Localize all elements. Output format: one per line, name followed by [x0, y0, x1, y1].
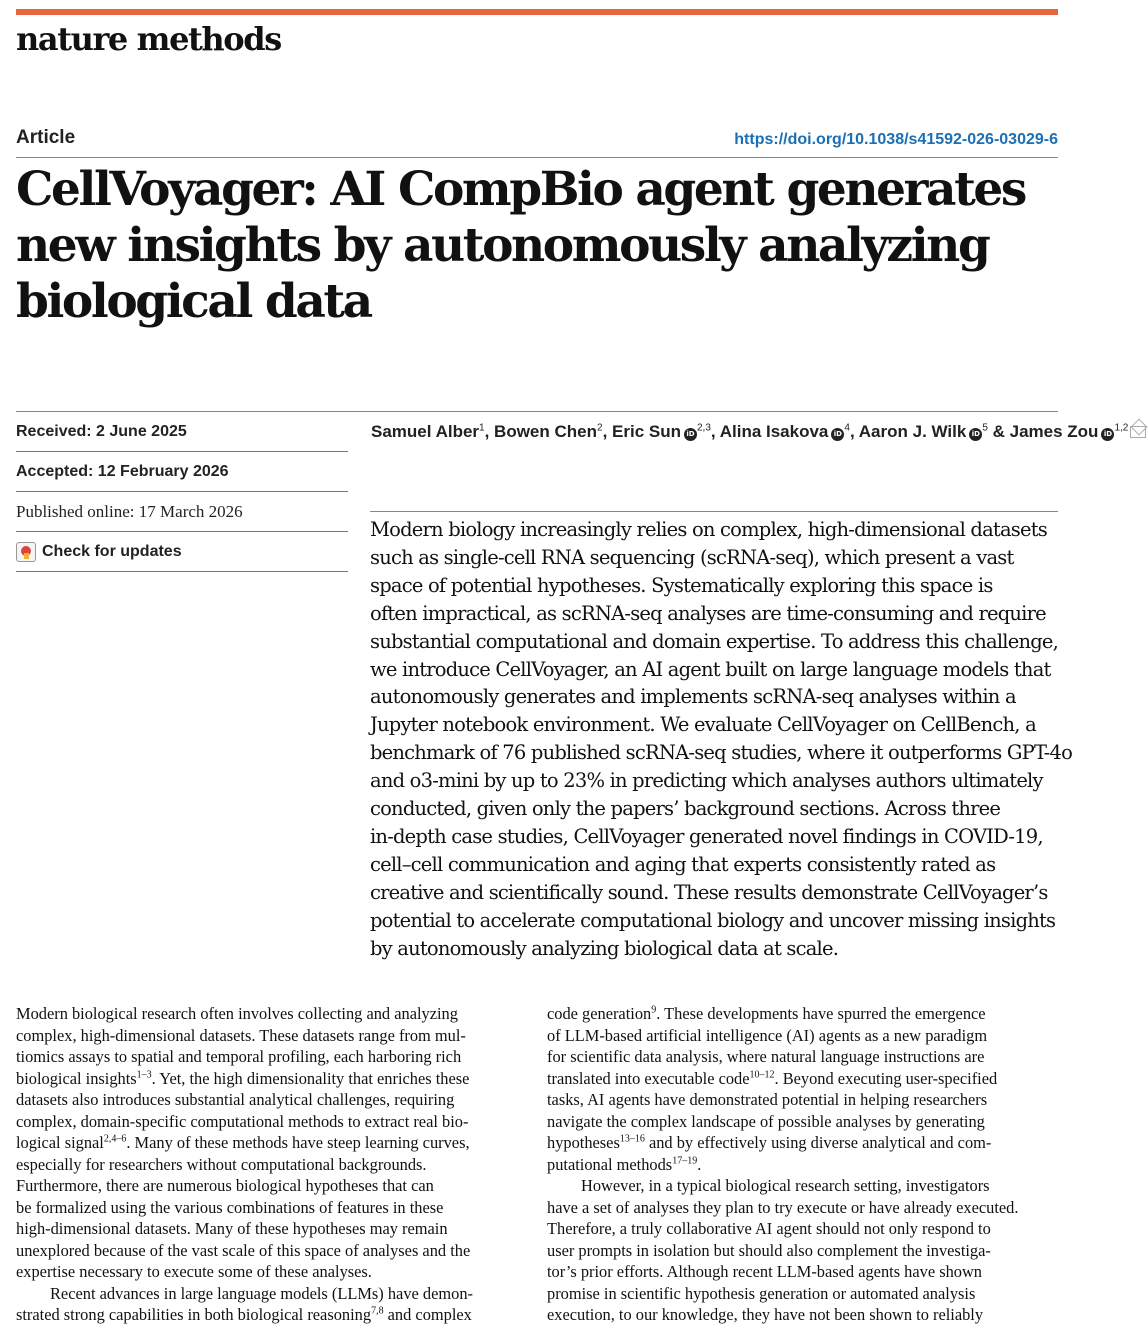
body-line: [16, 1283, 528, 1305]
body-text: putational methods: [547, 1154, 673, 1174]
body-text: navigate the complex landscape of possible analyses by generating: [547, 1111, 985, 1131]
title-line: CellVoyager: AI CompBio agent generates: [16, 162, 1025, 217]
abstract-line: substantial computational and domain expertise. To address this challenge,: [370, 629, 1059, 653]
author: [494, 422, 603, 441]
author-separator: ,: [602, 422, 613, 441]
abstract-line: Modern biology increasingly relies on complex, high-dimensional datasets: [370, 518, 1047, 541]
author: [1010, 422, 1147, 441]
body-line: [16, 1003, 528, 1025]
abstract-line: potential to accelerate computational biology and uncover missing insights: [370, 908, 1056, 932]
check-for-updates-icon: [16, 542, 36, 562]
author-name[interactable]: Bowen Chen: [494, 422, 597, 441]
citation-ref[interactable]: 9: [651, 1004, 657, 1016]
orcid-icon[interactable]: iD: [684, 428, 697, 441]
article-type-label: Article: [16, 127, 76, 148]
author: [371, 422, 485, 441]
abstract-line: benchmark of 76 published scRNA-seq studies, where it outperforms GPT-4o: [370, 741, 1073, 765]
author-name[interactable]: Aaron J. Wilk: [858, 422, 967, 441]
body-line: [547, 1046, 1059, 1068]
body-text: However, in a typical biological research setting, investigators: [581, 1176, 990, 1195]
body-text: Recent advances in large language models (LLMs) have demon-: [50, 1283, 473, 1303]
body-text: Furthermore, there are numerous biological hypotheses that can: [16, 1176, 434, 1195]
abstract-line: often impractical, as scRNA-seq analyses are time-consuming and require: [370, 601, 1046, 625]
body-line: [16, 1068, 528, 1090]
abstract-line: we introduce CellVoyager, an AI agent built on large language models that: [370, 657, 1051, 681]
body-text: logical signal: [16, 1133, 104, 1152]
body-text: hypotheses: [547, 1133, 620, 1152]
author-name[interactable]: Samuel Alber: [371, 422, 480, 441]
author-list: [371, 418, 1129, 445]
body-text: . These developments have spurred the emergence: [656, 1004, 986, 1023]
orcid-icon[interactable]: iD: [831, 428, 844, 441]
abstract-line: creative and scientifically sound. These results demonstrate CellVoyager’s: [370, 880, 1048, 904]
author-separator: &: [987, 422, 1010, 441]
body-text: tiomics assays to spatial and temporal profiling, each harboring rich: [16, 1047, 462, 1066]
affiliation-number: 1,2: [1114, 422, 1129, 434]
body-line: [16, 1089, 528, 1111]
body-text: tasks, AI agents have demonstrated potential in helping researchers: [547, 1090, 988, 1109]
author-name[interactable]: Eric Sun: [612, 422, 681, 441]
body-line: [547, 1218, 1059, 1240]
abstract-line: such as single-cell RNA sequencing (scRNA-seq), which present a vast: [370, 545, 1014, 569]
body-line: [547, 1175, 1059, 1197]
abstract-line: Jupyter notebook environment. We evaluate CellVoyager on CellBench, a: [370, 713, 1036, 737]
body-text: . Beyond executing user-specified: [774, 1068, 998, 1088]
body-line: [547, 1154, 1059, 1176]
body-line: [16, 1154, 528, 1176]
body-line: [547, 1003, 1059, 1025]
body-text: translated into executable code: [547, 1068, 750, 1088]
abstract: [370, 516, 1073, 963]
body-line: [547, 1304, 1059, 1326]
body-line: [547, 1283, 1059, 1305]
authors-divider: [370, 511, 1058, 512]
header-divider: [16, 157, 1058, 158]
body-column-left: [16, 1003, 528, 1326]
body-text: and complex: [383, 1305, 472, 1324]
journal-accent-bar: [16, 9, 1058, 15]
published-date: Published online: 17 March 2026: [16, 492, 348, 532]
doi-link[interactable]: https://doi.org/10.1038/s41592-026-03029-6: [734, 131, 1058, 148]
abstract-line: autonomously generates and implements scRNA-seq analyses within a: [370, 685, 1016, 709]
orcid-icon[interactable]: iD: [969, 428, 982, 441]
body-text: complex, domain-specific computational methods to extract real bio-: [16, 1111, 469, 1131]
body-text: datasets also introduces substantial analytical challenges, requiring: [16, 1090, 455, 1109]
body-line: [547, 1111, 1059, 1133]
abstract-line: by autonomously analyzing biological data at scale.: [370, 936, 839, 960]
title-line: biological data: [16, 274, 371, 329]
author-name[interactable]: James Zou: [1009, 422, 1099, 441]
citation-ref[interactable]: 10–12: [749, 1069, 775, 1081]
body-text: complex, high-dimensional datasets. These datasets range from mul-: [16, 1025, 466, 1045]
author: [859, 422, 988, 441]
abstract-line: and o3-mini by up to 23% in predicting which analyses authors ultimately: [370, 769, 1043, 793]
affiliation-number: 2,3: [696, 422, 711, 434]
abstract-line: in-depth case studies, CellVoyager generated novel findings in COVID-19,: [370, 824, 1043, 848]
author: [720, 422, 850, 441]
body-line: [16, 1240, 528, 1262]
check-for-updates-link[interactable]: [16, 532, 348, 572]
body-line: [547, 1197, 1059, 1219]
body-text: Therefore, a truly collaborative AI agent should not only respond to: [547, 1219, 991, 1238]
author-separator: ,: [710, 422, 720, 441]
abstract-line: cell–cell communication and aging that experts consistently rated as: [370, 852, 996, 876]
abstract-line: space of potential hypotheses. Systematically exploring this space is: [370, 573, 993, 597]
body-line: [547, 1240, 1059, 1262]
citation-ref[interactable]: 2,4–6: [103, 1133, 127, 1145]
affiliation-number: 5: [982, 422, 988, 434]
body-text: promise in scientific hypothesis generation or automated analysis: [547, 1283, 976, 1303]
body-text: unexplored because of the vast scale of this space of analyses and the: [16, 1240, 471, 1260]
body-text: high-dimensional datasets. Many of these hypotheses may remain: [16, 1219, 448, 1238]
body-line: [16, 1046, 528, 1068]
body-line: [547, 1025, 1059, 1047]
body-text: Modern biological research often involves collecting and analyzing: [16, 1004, 458, 1023]
citation-ref[interactable]: 13–16: [619, 1133, 645, 1145]
publication-dates: [16, 412, 348, 572]
body-text: execution, to our knowledge, they have not been shown to reliably: [547, 1305, 984, 1324]
body-text: biological insights: [16, 1068, 137, 1088]
affiliation-number: 4: [844, 422, 850, 434]
body-line: [16, 1218, 528, 1240]
author-separator: ,: [849, 422, 859, 441]
citation-ref[interactable]: 1–3: [136, 1069, 152, 1081]
body-line: [547, 1089, 1059, 1111]
body-text: . Yet, the high dimensionality that enriches these: [151, 1068, 470, 1088]
body-line: [16, 1261, 528, 1283]
body-text: of LLM-based artificial intelligence (AI) agents as a new paradigm: [547, 1025, 988, 1045]
check-for-updates-label: Check for updates: [42, 542, 182, 560]
author-separator: ,: [484, 422, 495, 441]
article-title: [16, 162, 1056, 330]
body-line: [16, 1132, 528, 1154]
mail-icon[interactable]: [1130, 426, 1146, 438]
orcid-icon[interactable]: iD: [1101, 428, 1114, 441]
body-text: be formalized using the various combinations of features in these: [16, 1197, 444, 1217]
abstract-line: conducted, given only the papers’ background sections. Across three: [370, 797, 1001, 821]
body-text: . Many of these methods have steep learning curves,: [126, 1133, 470, 1152]
body-text: have a set of analyses they plan to try execute or have already executed.: [547, 1197, 1019, 1217]
body-line: [547, 1068, 1059, 1090]
body-text: and by effectively using diverse analytical and com-: [644, 1133, 992, 1152]
affiliation-number: 2: [597, 422, 603, 434]
citation-ref[interactable]: 7,8: [371, 1305, 384, 1317]
body-line: [547, 1132, 1059, 1154]
body-line: [16, 1197, 528, 1219]
body-line: [16, 1111, 528, 1133]
journal-logo[interactable]: nature methods: [16, 20, 281, 58]
body-text: .: [697, 1154, 702, 1174]
body-text: expertise necessary to execute some of these analyses.: [16, 1262, 372, 1281]
body-line: [16, 1025, 528, 1047]
body-line: [16, 1304, 528, 1326]
body-line: [16, 1175, 528, 1197]
body-text: strated strong capabilities in both biological reasoning: [16, 1305, 372, 1324]
accepted-date: Accepted: 12 February 2026: [16, 452, 348, 492]
body-text: user prompts in isolation but should also complement the investiga-: [547, 1240, 991, 1260]
body-text: for scientific data analysis, where natural language instructions are: [547, 1047, 985, 1066]
author: [612, 422, 711, 441]
affiliation-number: 1: [479, 422, 485, 434]
author-name[interactable]: Alina Isakova: [719, 422, 829, 441]
body-text: tor’s prior efforts. Although recent LLM-based agents have shown: [547, 1262, 983, 1281]
received-date: Received: 2 June 2025: [16, 412, 348, 452]
body-text: especially for researchers without computational backgrounds.: [16, 1154, 427, 1174]
body-line: [547, 1261, 1059, 1283]
body-column-right: [547, 1003, 1059, 1326]
citation-ref[interactable]: 17–19: [672, 1155, 698, 1167]
title-line: new insights by autonomously analyzing: [16, 218, 989, 273]
body-text: code generation: [547, 1004, 652, 1023]
